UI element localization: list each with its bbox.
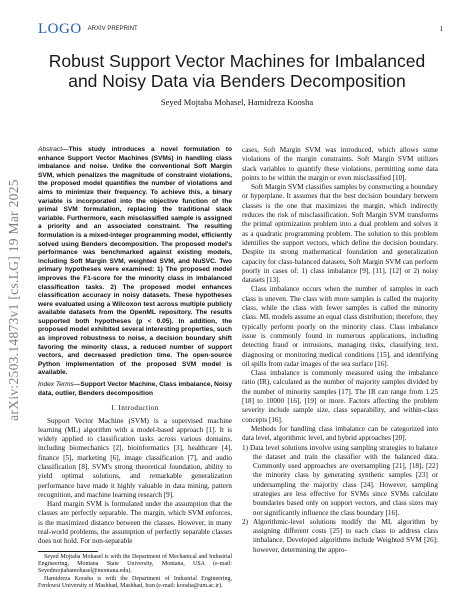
index-terms-lead: Index Terms— bbox=[38, 381, 81, 389]
intro-paragraph-1: Support Vector Machine (SVM) is a supervised machine learning (ML) algorithm with a model-based approach [1]. It is widely applied to classification tasks across various domains, including biomechanics [2], bioinformatics [3], healthcare [4], finance [5], marketing [6], image classification [7], and audio classification [8]. SVM's strong theoretical foundation, ability to yield optimal solutions, and remarkable generalization performance have made it highly valuable in data mining, pattern recognition, and machine learning research [9]. bbox=[38, 416, 232, 499]
page-header bbox=[38, 22, 443, 36]
left-column bbox=[38, 146, 232, 591]
abstract-text: This study introduces a novel formulation to enhance Support Vector Machines (SVMs) in handling class imbalance and noise. Unlike the conventional Soft Margin SVM, which penalizes the magnitude of constraint violations, the proposed model quantifies the number of violations and aims to minimize their frequency. To achieve this, a binary variable is incorporated into the objective function of the primal SVM formulation, replacing the traditional slack variable. Furthermore, each misclassified sample is assigned a priority and an associated constraint. The resulting formulation is a mixed-integer programming model, efficiently solved using Benders decomposition. The proposed model's performance was benchmarked against existing models, including Soft Margin SVM, weighted SVM, and NuSVC. Two primary hypotheses were examined: 1) The proposed model improves the F1-score for the minority class in imbalanced classification tasks. 2) The proposed model enhances classification accuracy in noisy datasets. These hypotheses were evaluated using a Wilcoxon test across multiple publicly available datasets from the OpenML repository. The results supported both hypotheses (p < 0.05). In addition, the proposed model exhibited several interesting properties, such as improved robustness to noise, a decision boundary shift favoring the minority class, a reduced number of support vectors, and decreased prediction time. The open-source Python implementation of the proposed SVM model is available. bbox=[38, 146, 232, 377]
footnote-rule bbox=[38, 551, 98, 552]
list-item: 2) Algorithmic-level solutions modify the ML algorithm by assigning different costs [25] to each class to address class imbalance. Developed algorithms include Weighted SVM [26]; however, determining the appro- bbox=[242, 517, 438, 554]
arxiv-sidebar bbox=[0, 135, 28, 465]
body-paragraph-methods: Methods for handling class imbalance can be categorized into data level, algorithmic level, and hybrid approaches [20]. bbox=[242, 424, 438, 443]
title-line-1: Robust Support Vector Machines for Imbalanced bbox=[48, 51, 426, 71]
journal-logo: LOGO bbox=[38, 20, 82, 37]
abstract-lead: Abstract— bbox=[38, 146, 69, 153]
abstract bbox=[38, 146, 232, 378]
body-paragraph-soft-margin: Soft Margin SVM classifies samples by constructing a boundary or hyperplane. It assumes that the best decision boundary between classes is the one that maximizes the margin, which indirectly reduces the risk of misclassification. Soft Margin SVM transforms the primal optimization problem into a dual problem and solves it as a quadratic programming problem. The solution to this problem identifies the support vectors, which define the decision boundary. Despite its strong mathematical foundation and generalization capacity for class-balanced datasets, Soft Margin SVM can perform poorly in cases of: 1) class imbalance [9], [11], [12] or 2) noisy datasets [13]. bbox=[242, 183, 438, 285]
methods-list bbox=[242, 444, 438, 556]
list-item: 1) Data level solutions involve using sampling strategies to balance the dataset and train the classifier with the balanced data. Commonly used approaches are oversampling [21], [18], [22] the minority class by generating synthetic samples [23] or undersampling the majority class [24]. However, sampling strategies are less effective for SVMs since SVMs calculate boundaries based only on support vectors, and class sizes may not significantly influence the class boundary [16]. bbox=[242, 443, 438, 517]
intro-paragraph-2: Hard margin SVM is formulated under the assumption that the classes are perfectly separable. The margin, which SVM enforces, is the maximized distance between the classes. However, in many real-world problems, the assumption of perfectly separable classes does not hold. For non-separable bbox=[38, 500, 232, 546]
footnote-author-1: Seyed Mojtaba Mohasel is with the Department of Mechanical and Industrial Engineering, Montana State University, Montana, USA (e-mail: Seyedmojtabamohasel@montana.edu). bbox=[38, 553, 232, 575]
body-paragraph-imbalance-ratio: Class imbalance is commonly measured using the imbalance ratio (IR), calculated as the number of majority samples divided by the number of minority samples [17]. The IR can range from 1.25 [18] to 10000 [16], [19] or more. Factors affecting the problem severity include sample size, class separability, and within-class concepts [16]. bbox=[242, 369, 438, 424]
title-line-2: and Noisy Data via Benders Decomposition bbox=[68, 71, 406, 91]
body-paragraph-class-imbalance: Class imbalance occurs when the number of samples in each class is uneven. The class with more samples is called the majority class, while the class with fewer samples is called the minority class. ML models assume an equal class distribution; therefore, they typically perform poorly on the minority class. Class imbalance issue is commonly found in numerous applications, including detecting fraud or intrusions, managing risks, classifying text, diagnosing or monitoring medical conditions [15], and identifying oil spills from radar images of the sea surface [16]. bbox=[242, 285, 438, 368]
page-number: 1 bbox=[439, 25, 443, 33]
preprint-label: ARXIV PREPRINT bbox=[87, 26, 138, 32]
body-paragraph-continued: cases, Soft Margin SVM was introduced, which allows some violations of the margin constraints. Soft Margin SVM utilizes slack variables to quantify these violations, permitting some data points to be within the margin or even misclassified [10]. bbox=[242, 146, 438, 182]
right-column bbox=[242, 146, 438, 555]
arxiv-identifier: arXiv:2503.14873v1 [cs.LG] 19 Mar 2025 bbox=[6, 179, 21, 421]
index-terms bbox=[38, 381, 232, 398]
footnote-author-2: Hamidreza Koosha is with the Department of Industrial Engineering, Ferdowsi University of Mashhad, Mashhad, Iran (e-mail: koosha@um.ac.ir). bbox=[38, 575, 232, 590]
section-heading-introduction: I. Introduction bbox=[111, 404, 159, 413]
index-terms-text: Support Vector Machine, Class imbalance, Noisy data, outlier, Benders decomposition bbox=[38, 381, 233, 397]
authors: Seyed Mojtaba Mohasel, Hamidreza Koosha bbox=[160, 97, 314, 107]
paper-title bbox=[20, 51, 454, 91]
